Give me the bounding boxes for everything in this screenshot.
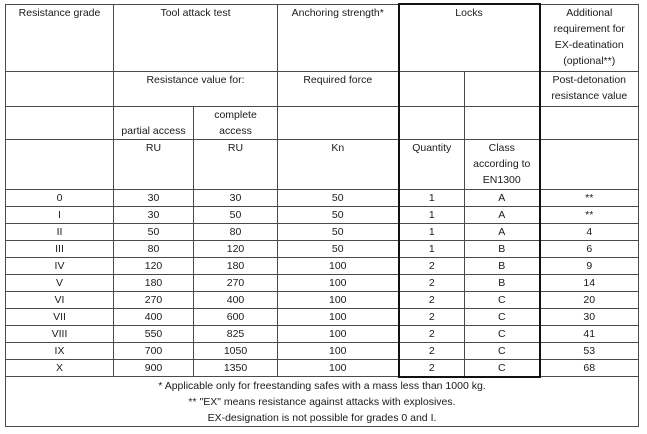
partial-access-value: 30 [114,206,194,223]
lock-quantity-value: 2 [399,308,465,325]
ru-partial-unit: RU [114,139,194,189]
empty-cell [278,106,399,139]
required-force-value: 100 [278,274,399,291]
lock-class-value: B [465,257,540,274]
grade-cell: I [6,206,114,223]
required-force-value: 100 [278,257,399,274]
lock-class-value: C [465,359,540,377]
lock-quantity-value: 2 [399,291,465,308]
data-rows [6,189,639,377]
lock-quantity-value: 1 [399,189,465,206]
resistance-grade-header: Resistance grade [6,4,114,71]
lock-quantity-value: 2 [399,325,465,342]
partial-access-header: partial access [114,106,194,139]
complete-access-value: 50 [194,206,278,223]
required-force-value: 100 [278,359,399,377]
post-detonation-value: ** [540,206,639,223]
lock-quantity-value: 1 [399,240,465,257]
complete-access-value: 400 [194,291,278,308]
table-row [6,359,639,377]
additional-line-2: requirement for [553,22,625,35]
resistance-value-for-header: Resistance value for: [114,71,278,106]
grade-cell: V [6,274,114,291]
grade-cell: IX [6,342,114,359]
required-force-header: Required force [278,71,399,106]
empty-cell [540,106,639,139]
grade-cell: 0 [6,189,114,206]
required-force-value: 100 [278,291,399,308]
lock-quantity-value: 2 [399,342,465,359]
class-line-1: Class [488,141,515,154]
notes-cell [6,377,639,427]
class-header [465,139,540,189]
lock-class-value: B [465,240,540,257]
grade-cell: II [6,223,114,240]
empty-cell [6,106,114,139]
required-force-value: 100 [278,308,399,325]
complete-access-value: 1350 [194,359,278,377]
lock-quantity-value: 2 [399,257,465,274]
lock-class-value: C [465,325,540,342]
post-detonation-value: 30 [540,308,639,325]
empty-cell [465,71,540,106]
header-row-2 [6,71,639,106]
lock-class-value: A [465,206,540,223]
post-detonation-value: 20 [540,291,639,308]
table-row [6,223,639,240]
complete-access-line-2: access [219,124,252,137]
table-row [6,189,639,206]
resistance-grade-table [5,3,639,427]
lock-quantity-value: 2 [399,274,465,291]
grade-cell: VII [6,308,114,325]
lock-quantity-value: 1 [399,206,465,223]
required-force-value: 100 [278,342,399,359]
lock-quantity-value: 1 [399,223,465,240]
required-force-value: 50 [278,223,399,240]
table-row [6,291,639,308]
post-detonation-value: 53 [540,342,639,359]
complete-access-value: 600 [194,308,278,325]
partial-access-value: 700 [114,342,194,359]
table-row [6,206,639,223]
class-line-3: EN1300 [482,173,521,186]
post-detonation-line-2: resistance value [551,89,628,102]
required-force-value: 50 [278,206,399,223]
additional-line-4: (optional**) [563,54,616,67]
table-row [6,308,639,325]
post-detonation-value: 14 [540,274,639,291]
partial-access-value: 50 [114,223,194,240]
empty-cell [399,71,465,106]
lock-class-value: C [465,291,540,308]
lock-class-value: C [465,342,540,359]
note-applicable: * Applicable only for freestanding safes with a mass less than 1000 kg. [158,379,486,392]
quantity-header: Quantity [399,139,465,189]
additional-requirement-header [540,4,639,71]
lock-class-value: A [465,189,540,206]
partial-access-value: 30 [114,189,194,206]
complete-access-value: 825 [194,325,278,342]
partial-access-value: 900 [114,359,194,377]
post-detonation-value: 4 [540,223,639,240]
note-ex-designation: EX-designation is not possible for grades 0 and I. [207,411,437,424]
note-ex-meaning: ** "EX" means resistance against attacks with explosives. [188,395,456,408]
post-detonation-header [540,71,639,106]
complete-access-value: 80 [194,223,278,240]
complete-access-value: 180 [194,257,278,274]
header-row-3 [6,106,639,139]
table-row [6,274,639,291]
table-row [6,257,639,274]
required-force-value: 100 [278,325,399,342]
grade-cell: VIII [6,325,114,342]
notes-row [6,377,639,427]
partial-access-value: 80 [114,240,194,257]
locks-header: Locks [399,4,540,71]
additional-line-1: Additional [566,6,613,19]
anchoring-strength-header: Anchoring strength* [278,4,399,71]
post-detonation-value: 9 [540,257,639,274]
empty-cell [6,139,114,189]
tool-attack-test-header: Tool attack test [114,4,278,71]
header-row-units [6,139,639,189]
kn-unit: Kn [278,139,399,189]
lock-class-value: C [465,308,540,325]
empty-cell [6,71,114,106]
complete-access-value: 30 [194,189,278,206]
post-detonation-value: 6 [540,240,639,257]
complete-access-value: 1050 [194,342,278,359]
class-line-2: according to [473,157,531,170]
table-row [6,325,639,342]
partial-access-value: 400 [114,308,194,325]
partial-access-value: 120 [114,257,194,274]
complete-access-value: 270 [194,274,278,291]
header-row-1 [6,4,639,71]
lock-class-value: A [465,223,540,240]
required-force-value: 50 [278,189,399,206]
lock-class-value: B [465,274,540,291]
empty-cell [399,106,465,139]
partial-access-value: 550 [114,325,194,342]
post-detonation-value: 68 [540,359,639,377]
post-detonation-value: 41 [540,325,639,342]
post-detonation-line-1: Post-detonation [552,73,627,86]
required-force-value: 50 [278,240,399,257]
grade-cell: X [6,359,114,377]
ru-complete-unit: RU [194,139,278,189]
additional-line-3: EX-deatination [554,38,624,51]
partial-access-value: 180 [114,274,194,291]
empty-cell [540,139,639,189]
post-detonation-value: ** [540,189,639,206]
grade-cell: VI [6,291,114,308]
complete-access-header [194,106,278,139]
complete-access-line-1: complete [214,108,257,121]
complete-access-value: 120 [194,240,278,257]
table-row [6,240,639,257]
grade-cell: IV [6,257,114,274]
grade-cell: III [6,240,114,257]
empty-cell [465,106,540,139]
table-row [6,342,639,359]
partial-access-value: 270 [114,291,194,308]
lock-quantity-value: 2 [399,359,465,377]
